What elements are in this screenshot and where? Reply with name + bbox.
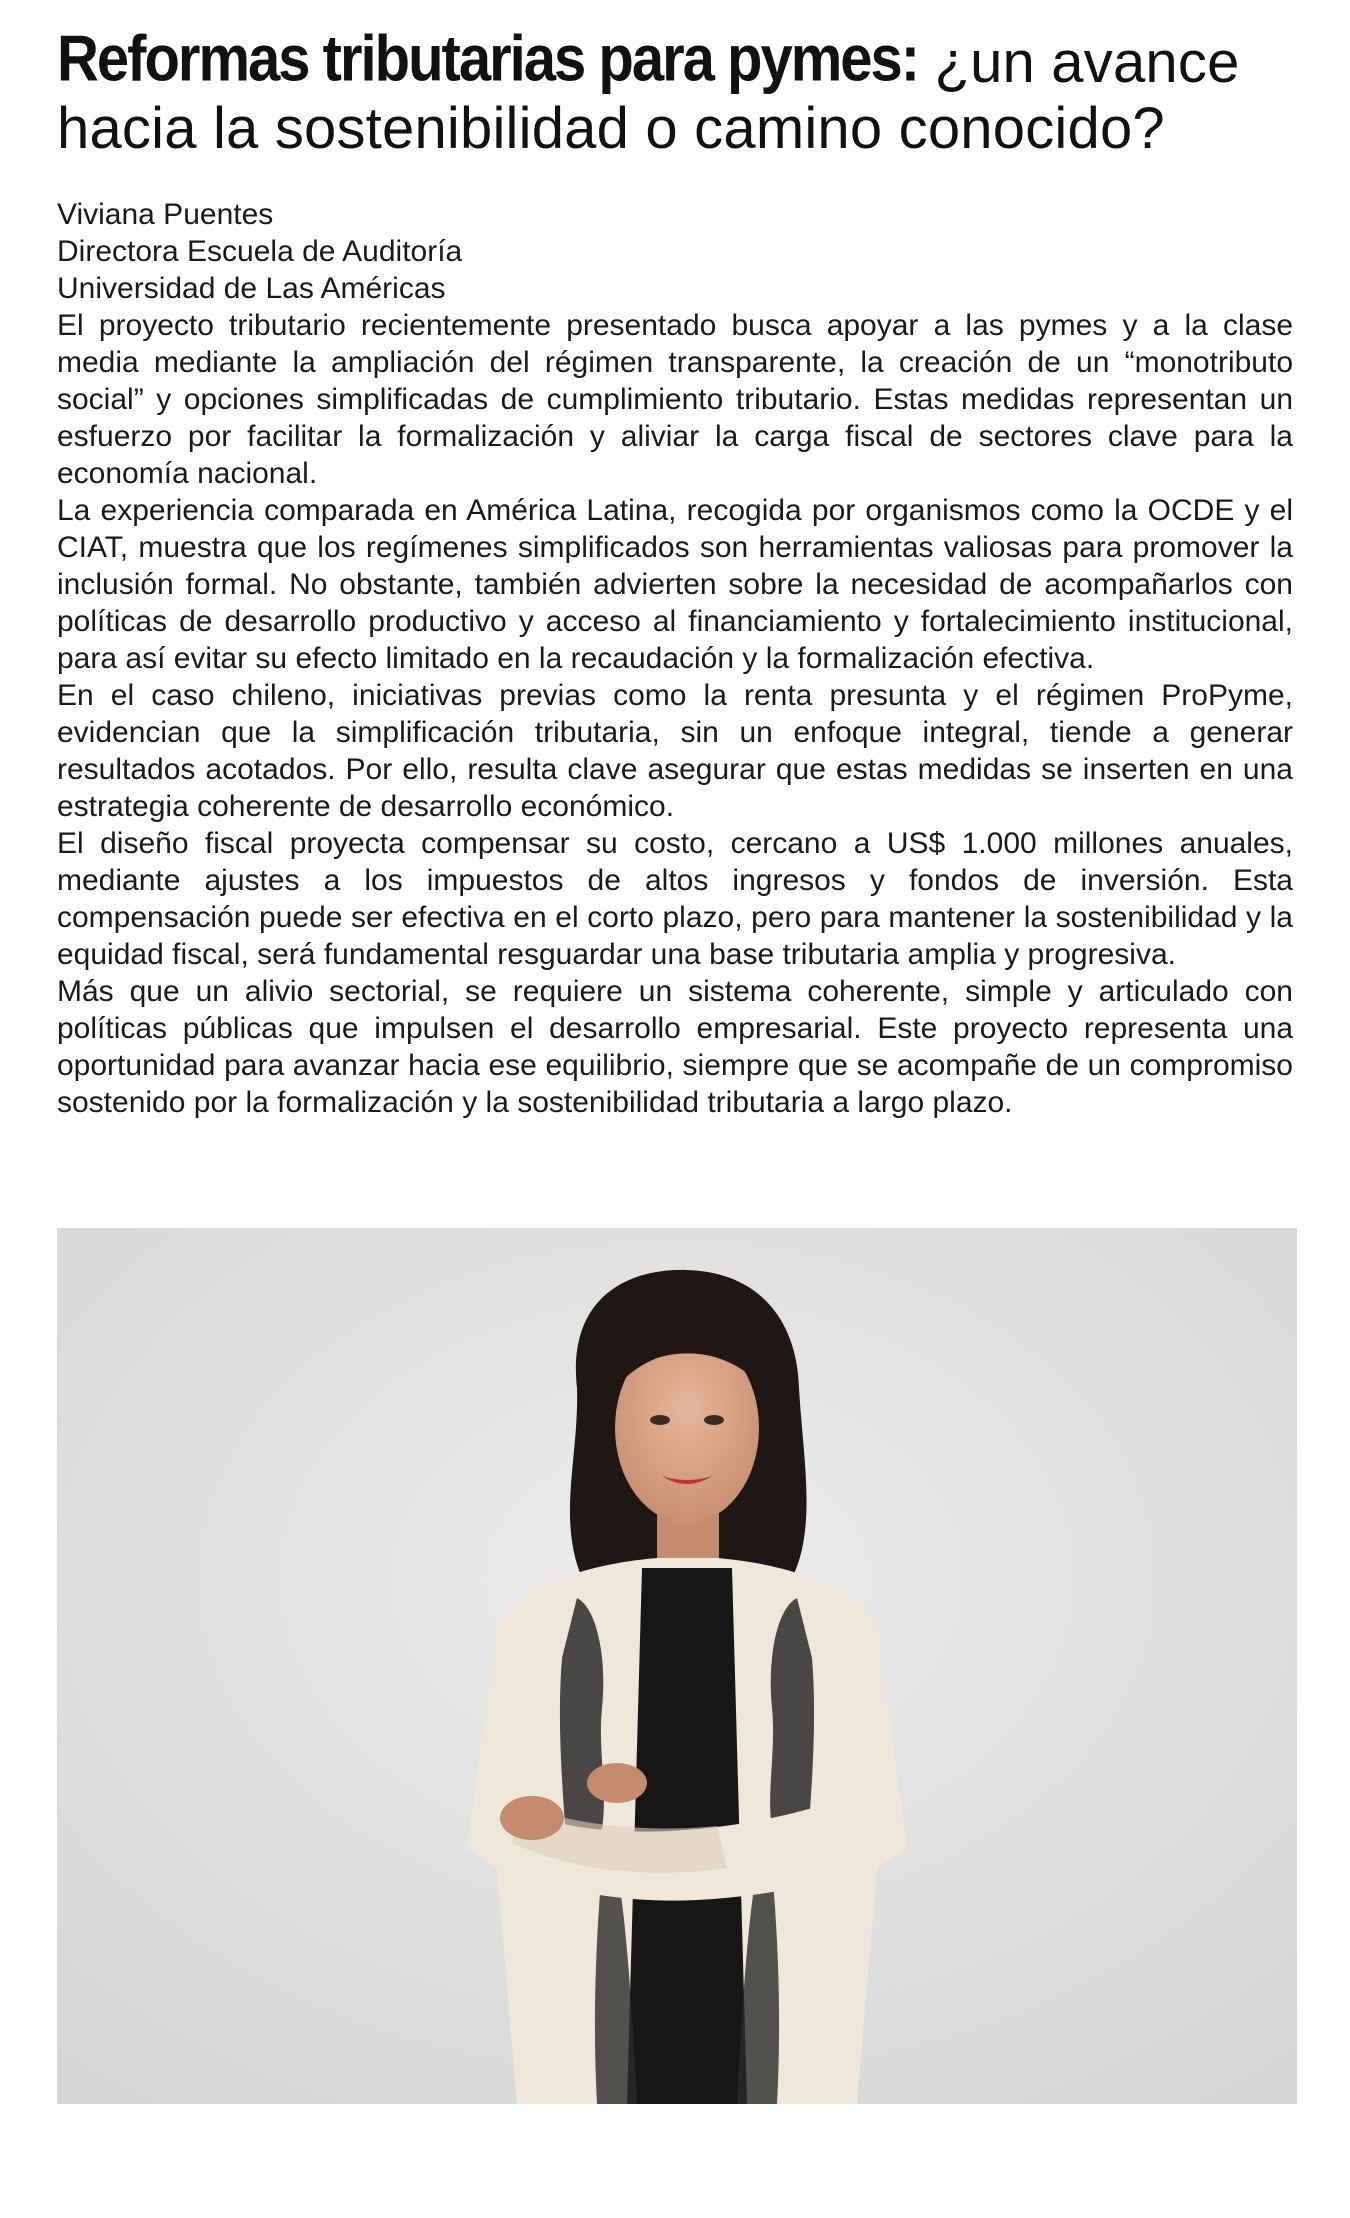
author-name: Viviana Puentes (57, 198, 274, 231)
headline (57, 22, 1293, 162)
paragraph: La experiencia comparada en América Latina, recogida por organismos como la OCDE y el CIAT, muestra que los regímenes simplificados son herramientas valiosas para promover la inclusión formal. No obstante, también advierten sobre la necesidad de acompañarlos con políticas de desarrollo productivo y acceso al financiamiento y fortalecimiento institucional, para así evitar su efecto limitado en la recaudación y la formalización efectiva. (57, 494, 1293, 675)
headline-regular: ¿un avance hacia la sostenibilidad o camino conocido? (57, 30, 1240, 161)
byline (57, 196, 1293, 307)
author-role: Directora Escuela de Auditoría (57, 235, 463, 268)
paragraph: En el caso chileno, iniciativas previas como la renta presunta y el régimen ProPyme, evidencian que la simplificación tributaria, sin un enfoque integral, tiende a generar resultados acotados. Por ello, resulta clave asegurar que estas medidas se inserten en una estrategia coherente de desarrollo económico. (57, 679, 1293, 823)
right-hand (587, 1763, 647, 1803)
portrait-illustration (57, 1228, 1297, 2104)
article (57, 22, 1293, 1121)
article-body (57, 307, 1293, 1121)
paragraph: Más que un alivio sectorial, se requiere un sistema coherente, simple y articulado con políticas públicas que impulsen el desarrollo empresarial. Este proyecto representa una oportunidad para avanzar hacia ese equilibrio, siempre que se acompañe de un compromiso sostenido por la formalización y la sostenibilidad tributaria a largo plazo. (57, 975, 1293, 1119)
paragraph: El proyecto tributario recientemente presentado busca apoyar a las pymes y a la clase media mediante la ampliación del régimen transparente, la creación de un “monotributo social” y opciones simplificadas de cumplimiento tributario. Estas medidas representan un esfuerzo por facilitar la formalización y aliviar la carga fiscal de sectores clave para la economía nacional. (57, 309, 1293, 490)
paragraph: El diseño fiscal proyecta compensar su costo, cercano a US$ 1.000 millones anuales, mediante ajustes a los impuestos de altos ingresos y fondos de inversión. Esta compensación puede ser efectiva en el corto plazo, pero para mantener la sostenibilidad y la equidad fiscal, será fundamental resguardar una base tributaria amplia y progresiva. (57, 827, 1293, 971)
author-photo (57, 1228, 1297, 2104)
headline-bold: Reformas tributarias para pymes: (57, 22, 919, 95)
author-institution: Universidad de Las Américas (57, 272, 446, 305)
left-hand (500, 1796, 564, 1840)
